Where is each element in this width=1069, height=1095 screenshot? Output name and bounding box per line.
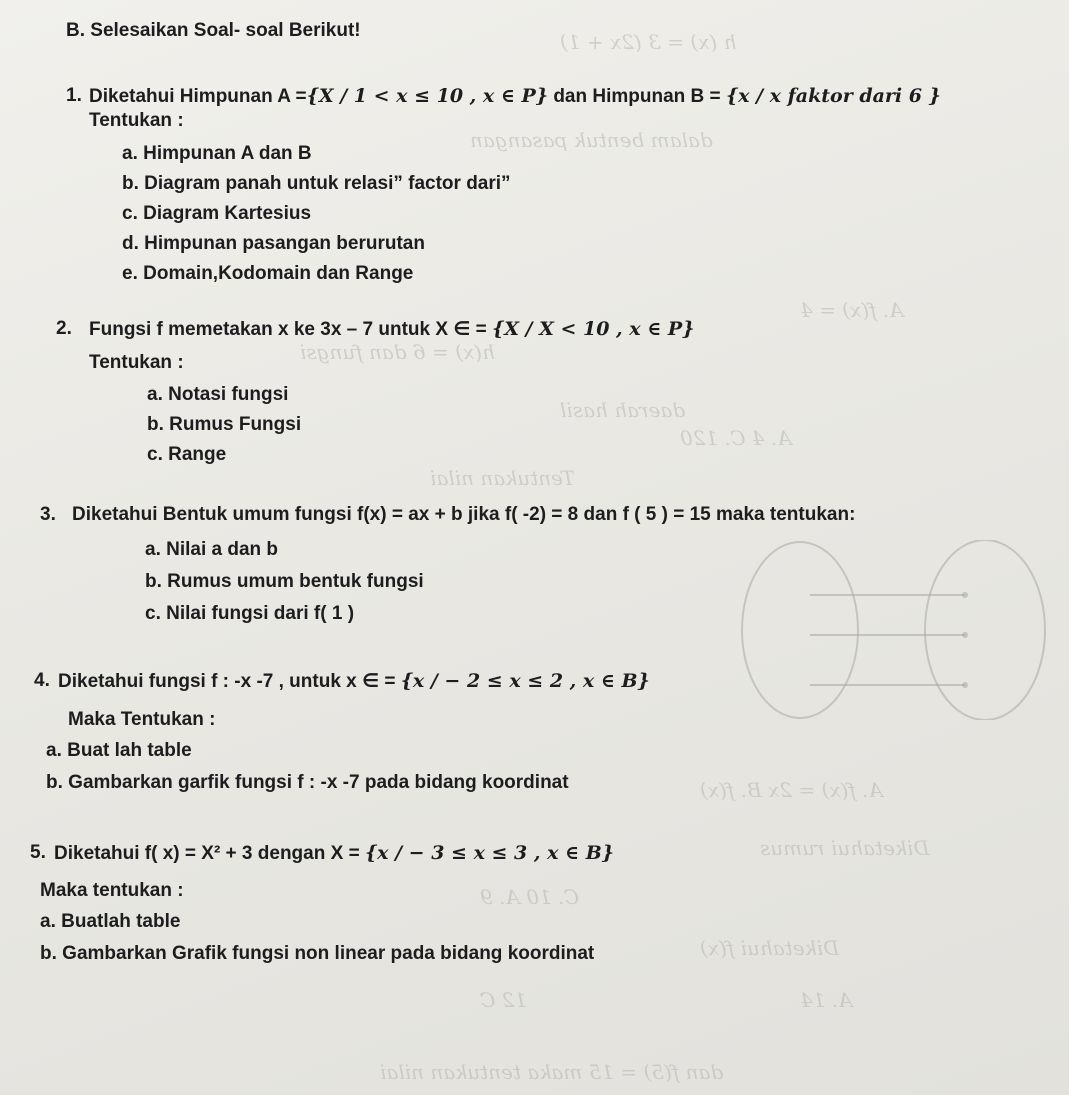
question-1-stem-b: dan Himpunan B = — [553, 86, 721, 107]
bleed-through-texture: A. 4 C. 120 — [680, 426, 792, 450]
bleed-through-texture: Tentukan nilai — [430, 466, 575, 490]
question-1-prompt: Tentukan : — [89, 110, 184, 131]
question-5-stem: Diketahui f( x) = X² + 3 dengan X = — [54, 843, 360, 864]
question-3-number: 3. — [40, 504, 56, 525]
question-1-text — [89, 85, 941, 108]
bleed-through-texture: dan f(5) = 15 maka tentukan nilai — [380, 1060, 724, 1084]
bleed-through-texture: A. f(x) = 2x B. f(x) — [700, 778, 883, 802]
question-4-prompt: Maka Tentukan : — [68, 709, 216, 730]
bleed-through-texture: 12 C — [480, 988, 528, 1012]
question-4-set: {x / − 2 ≤ x ≤ 2 , x ∈ B} — [400, 670, 650, 692]
bleed-through-texture: A. 14 — [800, 988, 853, 1012]
question-3-item: c. Nilai fungsi dari f( 1 ) — [145, 603, 355, 624]
question-4-stem: Diketahui fungsi f : -x -7 , untuk x ∈ = — [58, 671, 396, 692]
question-2-stem: Fungsi f memetakan x ke 3x – 7 untuk X ∈ = — [89, 319, 487, 340]
bleed-through-texture: daerah hasil — [560, 398, 686, 422]
bleed-through-texture: dalam bentuk pasangan — [470, 128, 713, 152]
question-1-set-a: {X / 1 < x ≤ 10 , x ∈ P} — [306, 85, 549, 107]
question-2-prompt: Tentukan : — [89, 352, 184, 373]
question-2-text — [89, 318, 694, 341]
question-2-item: c. Range — [147, 444, 227, 465]
bleed-through-texture: A. f(x) = 4 — [800, 298, 904, 322]
question-4-item: a. Buat lah table — [46, 740, 192, 761]
bleed-through-texture: Diketahui f(x) — [700, 936, 840, 960]
question-1-number: 1. — [66, 85, 82, 106]
question-2-item: b. Rumus Fungsi — [147, 414, 302, 435]
bleed-through-texture: Diketahui rumus — [760, 836, 930, 860]
question-2-set: {X / X < 10 , x ∈ P} — [491, 318, 695, 340]
question-5-number: 5. — [30, 842, 46, 863]
question-1-set-b: {x / x faktor dari 6 } — [725, 85, 941, 107]
question-1-item: c. Diagram Kartesius — [122, 203, 312, 224]
question-4-text — [58, 670, 650, 693]
question-1-item: d. Himpunan pasangan berurutan — [122, 233, 425, 254]
question-1-item: b. Diagram panah untuk relasi” factor dari” — [122, 173, 511, 194]
question-2-number: 2. — [56, 318, 72, 339]
question-5-item: a. Buatlah table — [40, 911, 181, 932]
bleed-through-texture: h (x) = 3 (2x + 1) — [560, 30, 737, 54]
question-1-item: e. Domain,Kodomain dan Range — [122, 263, 414, 284]
question-3-item: b. Rumus umum bentuk fungsi — [145, 571, 424, 592]
bleed-through-texture: h(x) = 6 dan fungsi — [300, 340, 495, 364]
question-2-item: a. Notasi fungsi — [147, 384, 289, 405]
bleed-through-arrow-diagram — [740, 540, 1050, 720]
question-1-stem-a: Diketahui Himpunan A = — [89, 86, 307, 107]
question-5-set: {x / − 3 ≤ x ≤ 3 , x ∈ B} — [364, 842, 615, 864]
question-4-item: b. Gambarkan garfik fungsi f : -x -7 pada bidang koordinat — [46, 772, 569, 793]
question-3-item: a. Nilai a dan b — [145, 539, 279, 560]
question-5-prompt: Maka tentukan : — [40, 880, 184, 901]
question-3-text: Diketahui Bentuk umum fungsi f(x) = ax + b jika f( -2) = 8 dan f ( 5 ) = 15 maka tentukan: — [72, 504, 856, 525]
bleed-through-texture: C. 10 A. 9 — [480, 885, 579, 909]
section-header: B. Selesaikan Soal- soal Berikut! — [66, 20, 361, 41]
question-1-item: a. Himpunan A dan B — [122, 143, 312, 164]
question-4-number: 4. — [34, 670, 50, 691]
question-5-item: b. Gambarkan Grafik fungsi non linear pada bidang koordinat — [40, 943, 595, 964]
question-5-text — [54, 842, 614, 865]
